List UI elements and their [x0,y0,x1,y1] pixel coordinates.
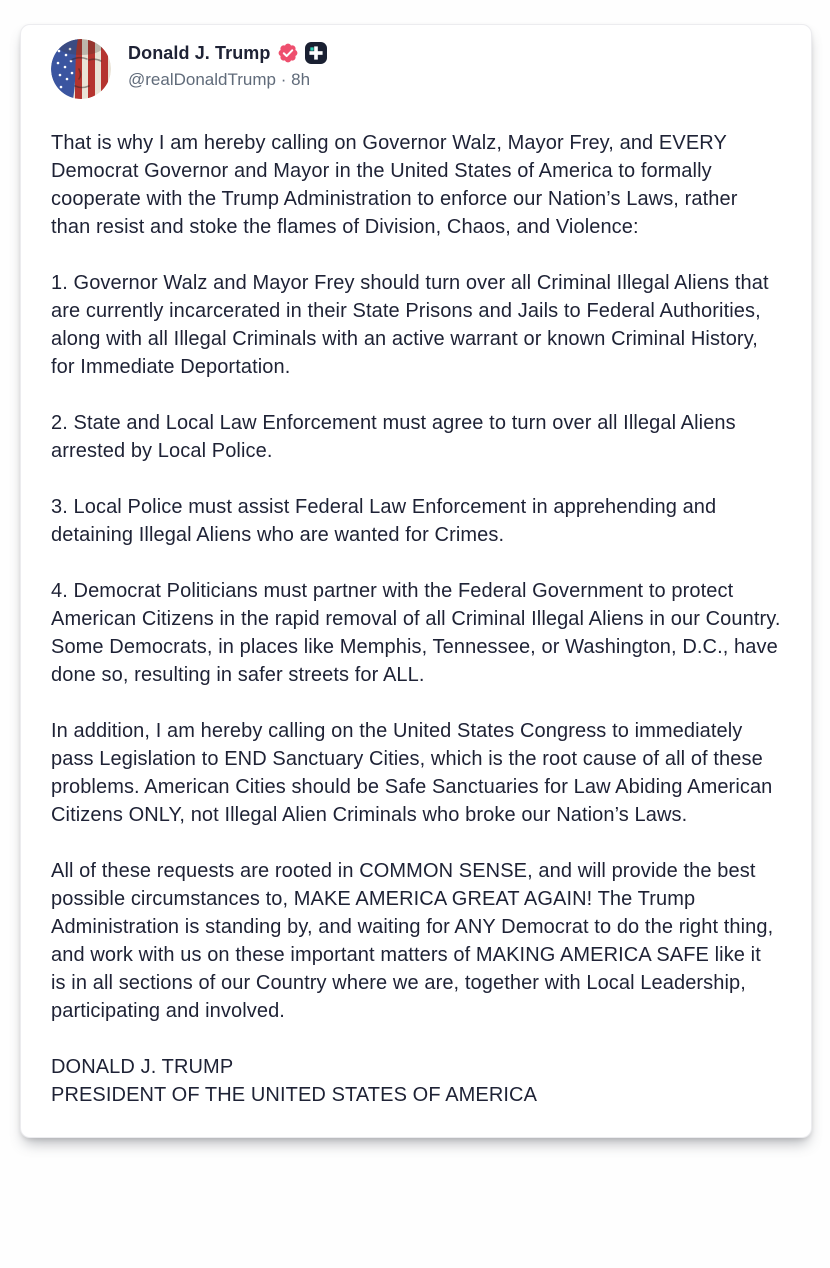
verified-badge-icon [277,42,299,64]
flag-face-avatar-icon [51,39,111,99]
post-header [51,39,781,99]
post-paragraph: In addition, I am hereby calling on the United States Congress to immediately pass Legislation to END Sanctuary Cities, which is the root cause of all of these problems. American Cities should be Safe Sanctuaries for Law Abiding American Citizens ONLY, not Illegal Alien Criminals who broke our Nation’s Laws. [51,720,773,826]
signature-line: PRESIDENT OF THE UNITED STATES OF AMERICA [51,1084,538,1106]
post-paragraph: That is why I am hereby calling on Governor Walz, Mayor Frey, and EVERY Democrat Governor and Mayor in the United States of America to formally cooperate with the Trump Administration to enforce our Nation’s Laws, rather than resist and stoke the flames of Division, Chaos, and Violence: [51,132,738,238]
post-paragraph: 4. Democrat Politicians must partner with the Federal Government to protect American Citizens in the rapid removal of all Criminal Illegal Aliens in our Country. Some Democrats, in places like Memphis, Tennessee, or Washington, D.C., have done so, resulting in safer streets for ALL. [51,580,781,686]
user-handle[interactable]: @realDonaldTrump [128,70,276,89]
author-identity [128,39,327,90]
timestamp: 8h [291,70,311,89]
post-body [51,129,781,1109]
post-paragraph: 3. Local Police must assist Federal Law Enforcement in apprehending and detaining Illegal Aliens who are wanted for Crimes. [51,496,717,546]
avatar[interactable] [51,39,111,99]
signature-line: DONALD J. TRUMP [51,1056,234,1078]
truth-plus-badge-icon [305,42,327,64]
display-name[interactable]: Donald J. Trump [128,42,271,63]
post-paragraph: 2. State and Local Law Enforcement must agree to turn over all Illegal Aliens arrested by Local Police. [51,412,736,462]
name-row [128,42,327,64]
post-paragraph: 1. Governor Walz and Mayor Frey should turn over all Criminal Illegal Aliens that are currently incarcerated in their State Prisons and Jails to Federal Authorities, along with all Illegal Criminals with an active warrant or known Criminal History, for Immediate Deportation. [51,272,769,378]
handle-and-time[interactable] [128,70,327,90]
post-card [20,24,812,1138]
signature-block [51,1053,781,1109]
dot-separator: · [280,70,287,89]
post-paragraph: All of these requests are rooted in COMMON SENSE, and will provide the best possible circumstances to, MAKE AMERICA GREAT AGAIN! The Trump Administration is standing by, and waiting for ANY Democrat to do the right thing, and work with us on these important matters of MAKING AMERICA SAFE like it is in all sections of our Country where we are, together with Local Leadership, participating and involved. [51,860,774,1022]
